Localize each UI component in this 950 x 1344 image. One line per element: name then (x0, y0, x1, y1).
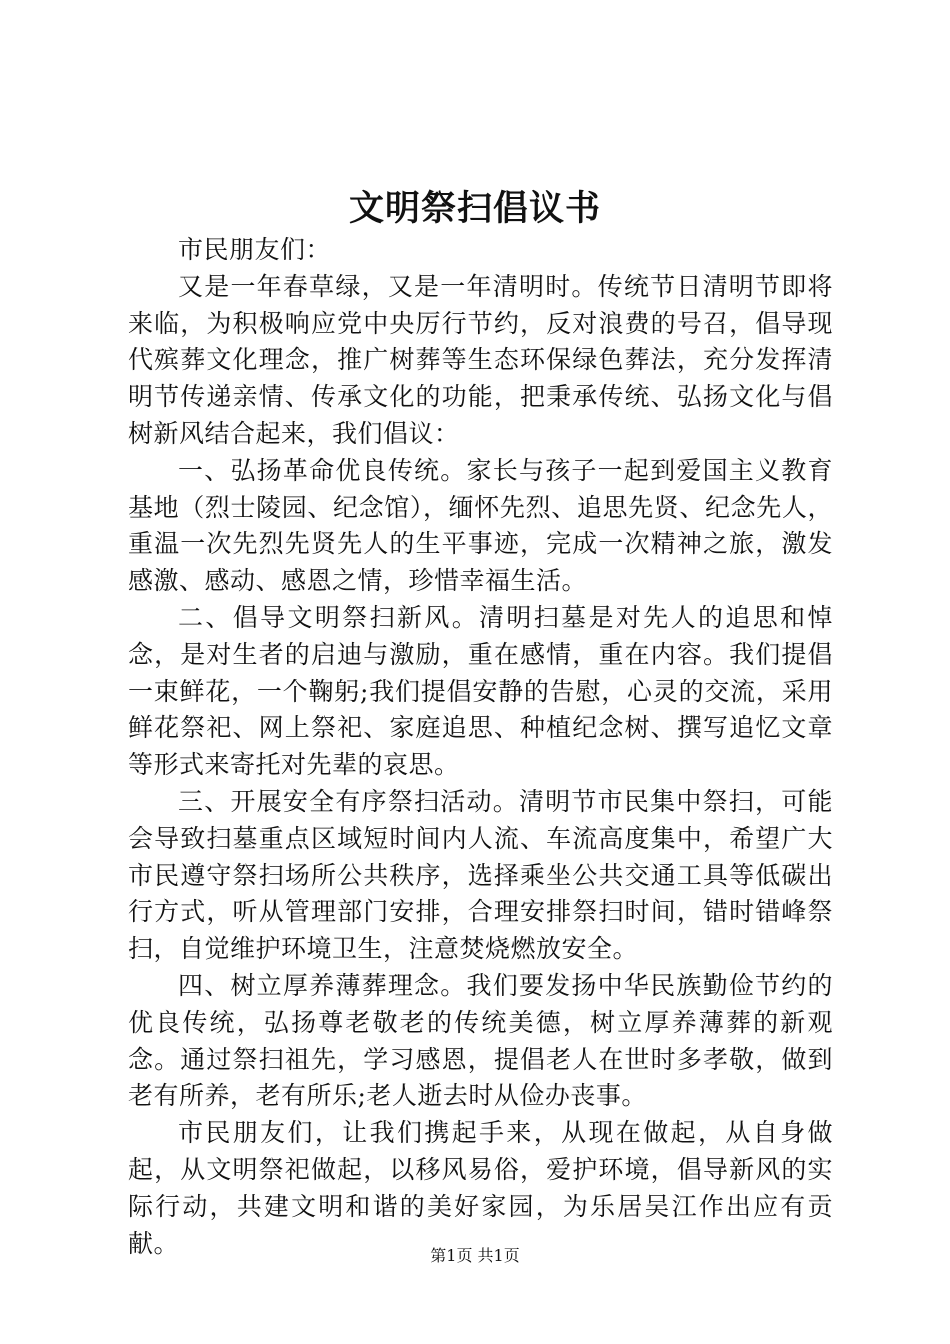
paragraph-item-2: 二、倡导文明祭扫新风。清明扫墓是对先人的追思和悼念，是对生者的启迪与激励，重在感情，重在内容。我们提倡一束鲜花，一个鞠躬;我们提倡安静的告慰，心灵的交流，采用鲜花祭祀、网上祭祀、家庭追思、种植纪念树、撰写追忆文章等形式来寄托对先辈的哀思。 (128, 602, 833, 780)
paragraph-item-1: 一、弘扬革命优良传统。家长与孩子一起到爱国主义教育基地（烈士陵园、纪念馆），缅怀先烈、追思先贤、纪念先人，重温一次先烈先贤先人的生平事迹，完成一次精神之旅，激发感激、感动、感恩之情，珍惜幸福生活。 (128, 455, 833, 596)
paragraph-intro: 又是一年春草绿，又是一年清明时。传统节日清明节即将来临，为积极响应党中央厉行节约，反对浪费的号召，倡导现代殡葬文化理念，推广树葬等生态环保绿色葬法，充分发挥清明节传递亲情、传承文化的功能，把秉承传统、弘扬文化与倡树新风结合起来，我们倡议： (128, 271, 833, 448)
paragraph-item-4: 四、树立厚养薄葬理念。我们要发扬中华民族勤俭节约的优良传统，弘扬尊老敬老的传统美德，树立厚养薄葬的新观念。通过祭扫祖先，学习感恩，提倡老人在世时多孝敬，做到老有所养，老有所乐;老人逝去时从俭办丧事。 (128, 970, 833, 1111)
salutation: 市民朋友们： (178, 235, 332, 264)
paragraph-item-3: 三、开展安全有序祭扫活动。清明节市民集中祭扫，可能会导致扫墓重点区域短时间内人流、车流高度集中，希望广大市民遵守祭扫场所公共秩序，选择乘坐公共交通工具等低碳出行方式，听从管理部门安排，合理安排祭扫时间，错时错峰祭扫，自觉维护环境卫生，注意焚烧燃放安全。 (128, 786, 833, 964)
document-body (128, 232, 833, 1262)
document-title: 文明祭扫倡议书 (348, 188, 601, 229)
paragraph-closing: 市民朋友们，让我们携起手来，从现在做起，从自身做起，从文明祭祀做起，以移风易俗，爱护环境，倡导新风的实际行动，共建文明和谐的美好家园，为乐居吴江作出应有贡献。 (128, 1118, 833, 1258)
page-footer: 第1页 共1页 (430, 1246, 520, 1265)
